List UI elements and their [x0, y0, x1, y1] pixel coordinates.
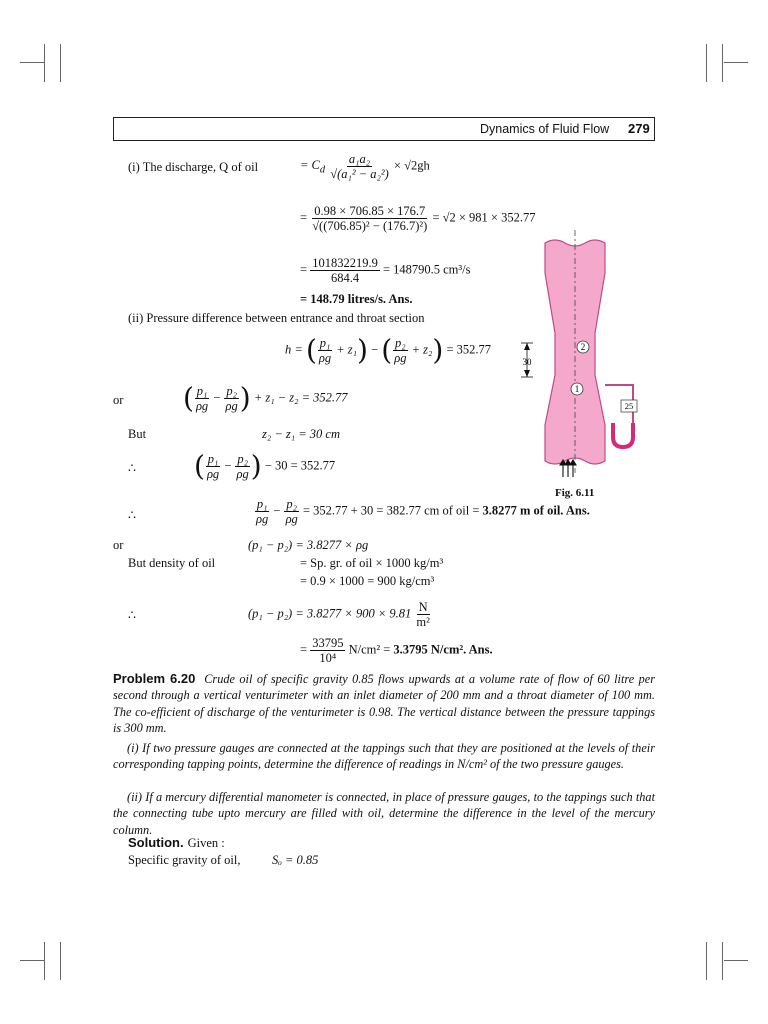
discharge-step-1: = $\frac{0.98 \times 706.85 \times 176.7}{\text{√((706.85)² − (176.7)²)}}$ = √2 × 981 × 352.77 — [300, 204, 536, 233]
crop-mark — [60, 942, 61, 980]
crop-mark — [722, 942, 723, 980]
density-label: But density of oil — [128, 556, 216, 570]
tapping-1-label: 1 — [574, 384, 580, 394]
or-equation: ( $\frac{\text{p₁}}{\rho g}$ − $\frac{\text{p₂}}{\rho g}$ ) + z₁ − z₂ = 352.77 — [183, 381, 348, 415]
crop-mark — [44, 44, 45, 82]
problem-label: Problem 6.20 — [113, 671, 196, 686]
problem-statement: Problem 6.20 Crude oil of specific gravity 0.85 flows upwards at a volume rate of flow of 60 litre per second through a vertical venturimeter with an inlet diameter of 200 mm and a throat diameter of 100 mm. The co-efficient of discharge of the venturimeter is 0.98. The vertical distance between the pressure tappings is 300 mm. — [113, 671, 655, 736]
crop-mark — [20, 960, 44, 961]
h-equation: h = ( $\frac{\text{p₁}}{\rho g}$ + z₁) − ( $\frac{\text{p₂}}{\rho g}$ + z₂) = 352.77 — [285, 333, 491, 367]
crop-mark — [20, 62, 44, 63]
discharge-formula: = $C_d$ $\frac{\text{a₁a₂}}{\text{√(a₁² − a₂²)}}$ × √2gh — [300, 152, 430, 181]
formula-numerator: a₁a₂ — [348, 152, 371, 166]
crop-mark — [44, 942, 45, 980]
discharge-label: (i) The discharge, Q of oil — [128, 160, 259, 174]
final-answer: = $\frac{33795}{\text{10⁴}}$ N/cm² = 3.3795 N/cm². Ans. — [300, 636, 493, 665]
flow-arrows — [560, 460, 576, 477]
dimension-30-label: 30 — [522, 357, 532, 367]
discharge-step-2: = $\frac{101832219.9}{684.4}$ = 148790.5 cm³/s — [300, 256, 471, 285]
page-number: 279 — [628, 121, 650, 136]
density-equation-2: = 0.9 × 1000 = 900 kg/cm³ — [300, 574, 435, 588]
or-label: or — [113, 538, 124, 552]
mercury-column — [613, 423, 633, 447]
therefore-symbol: ∴ — [128, 608, 136, 622]
therefore-equation-1: ( $\frac{\text{p₁}}{\rho g}$ − $\frac{\text{p₂}}{\rho g}$ ) − 30 = 352.77 — [194, 449, 336, 483]
discharge-answer: = 148.79 litres/s. Ans. — [300, 292, 413, 306]
but-equation: z₂ − z₁ = 30 cm — [262, 427, 340, 441]
crop-mark — [722, 44, 723, 82]
problem-part-i: (i) If two pressure gauges are connected at the tappings such that they are positioned at the levels of their corresponding tapping points, determine the difference of readings in N/cm² of the two pressure gauges. — [113, 741, 655, 772]
therefore-equation-2: $\frac{\text{p₁}}{\rho g}$ − $\frac{\text{p₂}}{\rho g}$ = 352.77 + 30 = 382.77 cm of oil = 3.8277 m of oil. Ans. — [256, 497, 590, 526]
given-sg-label: Specific gravity of oil, — [128, 853, 241, 867]
running-title: Dynamics of Fluid Flow — [480, 122, 610, 136]
problem-part-ii: (ii) If a mercury differential manometer is connected, in place of pressure gauges, to the tappings such that the connecting tube upto mercury are filled with oil, determine the difference in the level of the mercury column. — [113, 790, 655, 837]
crop-mark — [724, 960, 748, 961]
therefore-symbol: ∴ — [128, 461, 136, 475]
solution-heading: Solution. Given : — [128, 835, 225, 850]
reading-25-label: 25 — [624, 401, 634, 411]
crop-mark — [724, 62, 748, 63]
pressure-heading: (ii) Pressure difference between entrance and throat section — [128, 311, 425, 325]
given-sg-value: Sₒ = 0.85 — [272, 853, 319, 867]
tapping-2-label: 2 — [580, 342, 586, 352]
venturimeter-figure — [505, 225, 660, 480]
therefore-equation-3: (p₁ − p₂) = 3.8277 × 900 × 9.81 $\frac{N}{\text{m²}}$ — [248, 600, 430, 629]
but-label: But — [128, 427, 147, 441]
therefore-symbol: ∴ — [128, 508, 136, 522]
formula-denominator: √(a₁² − a₂²) — [330, 167, 389, 181]
crop-mark — [60, 44, 61, 82]
manometer-tube — [605, 385, 633, 447]
or-label: or — [113, 393, 124, 407]
density-equation-1: = Sp. gr. of oil × 1000 kg/m³ — [300, 556, 444, 570]
crop-mark — [706, 44, 707, 82]
crop-mark — [706, 942, 707, 980]
or-equation-2: (p₁ − p₂) = 3.8277 × ρg — [248, 538, 369, 552]
figure-caption: Fig. 6.11 — [555, 487, 595, 499]
